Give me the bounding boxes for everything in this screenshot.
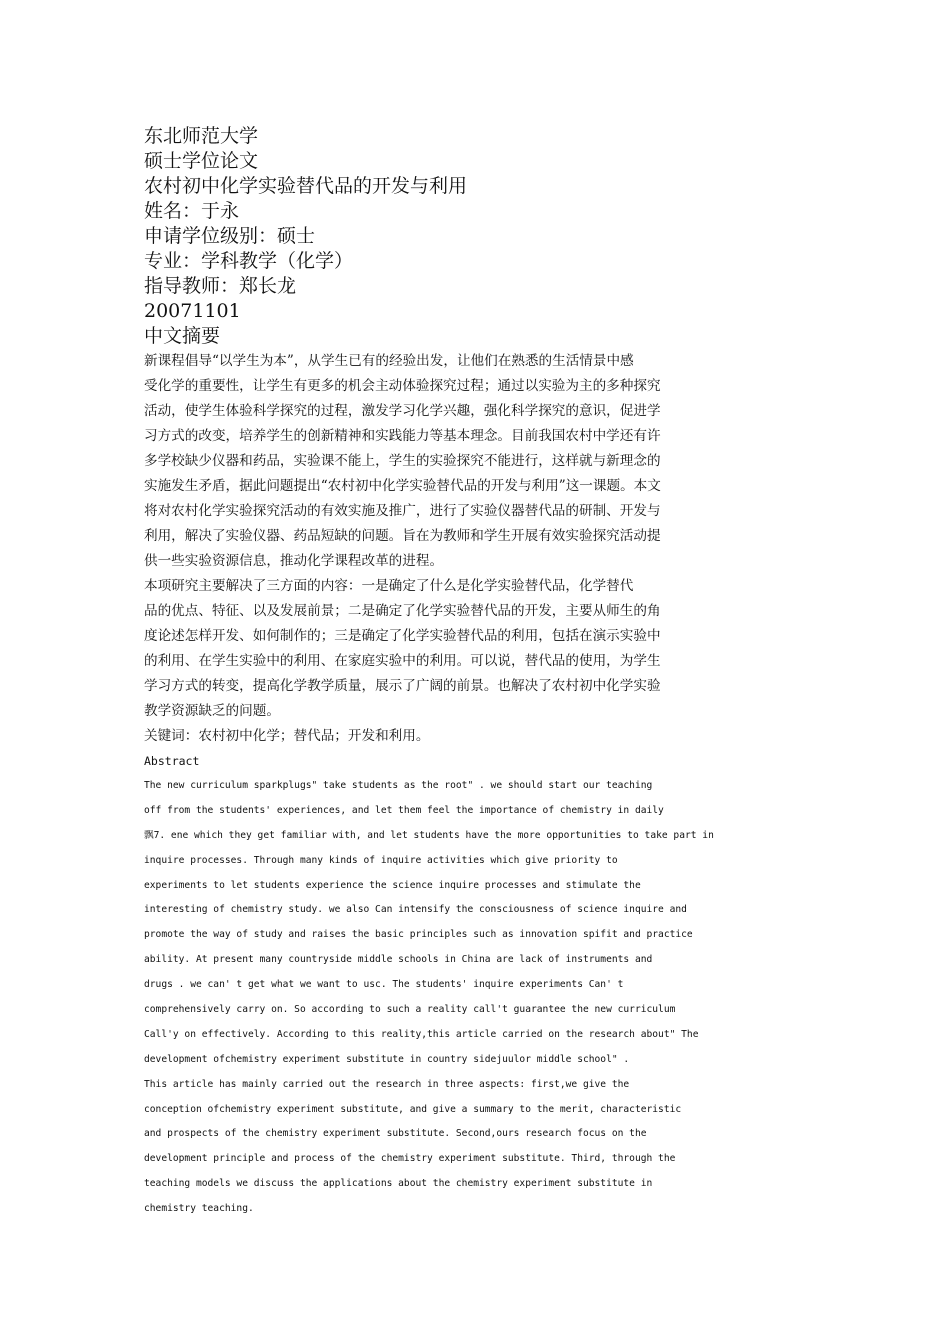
cn-line: 将对农村化学实验探究活动的有效实施及推广，进行了实验仪器替代品的研制、开发与 bbox=[144, 503, 661, 519]
en-line: chemistry teaching. bbox=[144, 1203, 254, 1215]
en-line: and prospects of the chemistry experiment substitute. Second,ours research focus on the bbox=[144, 1128, 647, 1140]
cn-line: 受化学的重要性，让学生有更多的机会主动体验探究过程；通过以实验为主的多种探究 bbox=[144, 378, 661, 394]
advisor: 指导教师：郑长龙 bbox=[144, 275, 297, 297]
chinese-abstract bbox=[144, 349, 774, 749]
cn-line: 活动，使学生体验科学探究的过程，激发学习化学兴趣，强化科学探究的意识，促进学 bbox=[144, 403, 661, 419]
en-line: inquire processes. Through many kinds of inquire activities which give priority to bbox=[144, 854, 618, 866]
en-line: Call'y on effectively. According to this reality,this article carried on the research about" The bbox=[144, 1028, 699, 1040]
major: 专业：学科教学（化学） bbox=[144, 250, 354, 272]
cn-line: 利用，解决了实验仪器、药品短缺的问题。旨在为教师和学生开展有效实验探究活动提 bbox=[144, 528, 661, 544]
en-line: The new curriculum sparkplugs" take students as the root" . we should start our teaching bbox=[144, 780, 653, 791]
abstract-heading-en: Abstract bbox=[144, 754, 200, 768]
cn-line: 新课程倡导“以学生为本”，从学生已有的经验出发，让他们在熟悉的生活情景中感 bbox=[144, 353, 634, 369]
title-block bbox=[144, 124, 774, 349]
en-line: interesting of chemistry study. we also Can intensify the consciousness of science inquire and bbox=[144, 904, 687, 916]
en-line: 飘7. ene which they get familiar with, and let students have the more opportunities to take part in bbox=[144, 829, 714, 841]
en-line: comprehensively carry on. So according to such a reality call't guarantee the new curriculum bbox=[144, 1004, 676, 1016]
en-line: This article has mainly carried out the research in three aspects: first,we give the bbox=[144, 1078, 630, 1090]
abstract-heading-cn: 中文摘要 bbox=[144, 325, 221, 347]
author-name: 姓名：于永 bbox=[144, 200, 240, 222]
degree-level: 申请学位级别：硕士 bbox=[144, 225, 316, 247]
cn-line: 品的优点、特征、以及发展前景；二是确定了化学实验替代品的开发，主要从师生的角 bbox=[144, 603, 661, 619]
cn-line: 本项研究主要解决了三方面的内容：一是确定了什么是化学实验替代品，化学替代 bbox=[144, 578, 634, 594]
en-line: teaching models we discuss the applications about the chemistry experiment substitute in bbox=[144, 1178, 653, 1190]
thesis-title: 农村初中化学实验替代品的开发与利用 bbox=[144, 175, 468, 197]
thesis-page bbox=[144, 124, 774, 1222]
university-name: 东北师范大学 bbox=[144, 125, 259, 147]
cn-line: 度论述怎样开发、如何制作的；三是确定了化学实验替代品的利用，包括在演示实验中 bbox=[144, 628, 661, 644]
en-line: promote the way of study and raises the basic principles such as innovation spifit and practice bbox=[144, 929, 693, 941]
en-line: ability. At present many countryside middle schools in China are lack of instruments and bbox=[144, 954, 653, 966]
en-line: development principle and process of the chemistry experiment substitute. Third, through the bbox=[144, 1153, 676, 1165]
degree-type: 硕士学位论文 bbox=[144, 150, 259, 172]
en-line: development ofchemistry experiment substitute in country sidejuulor middle school" . bbox=[144, 1053, 630, 1065]
cn-line: 多学校缺少仪器和药品，实验课不能上，学生的实验探究不能进行，这样就与新理念的 bbox=[144, 453, 661, 469]
en-line: drugs . we can' t get what we want to usc. The students' inquire experiments Can' t bbox=[144, 979, 624, 991]
cn-line: 的利用、在学生实验中的利用、在家庭实验中的利用。可以说，替代品的使用，为学生 bbox=[144, 653, 661, 669]
en-line: off from the students' experiences, and let them feel the importance of chemistry in daily bbox=[144, 804, 664, 816]
english-abstract bbox=[144, 774, 774, 1222]
cn-line: 学习方式的转变，提高化学教学质量，展示了广阔的前景。也解决了农村初中化学实验 bbox=[144, 678, 661, 694]
cn-line: 习方式的改变，培养学生的创新精神和实践能力等基本理念。目前我国农村中学还有许 bbox=[144, 428, 661, 444]
cn-line: 教学资源缺乏的问题。 bbox=[144, 703, 280, 719]
keywords-line: 关键词：农村初中化学；替代品；开发和利用。 bbox=[144, 728, 430, 744]
cn-line: 供一些实验资源信息，推动化学课程改革的进程。 bbox=[144, 553, 444, 569]
date: 20071101 bbox=[144, 300, 241, 322]
cn-line: 实施发生矛盾，据此问题提出“农村初中化学实验替代品的开发与利用”这一课题。本文 bbox=[144, 478, 661, 494]
en-line: experiments to let students experience the science inquire processes and stimulate the bbox=[144, 879, 641, 891]
en-line: conception ofchemistry experiment substitute, and give a summary to the merit, characteristic bbox=[144, 1103, 682, 1115]
